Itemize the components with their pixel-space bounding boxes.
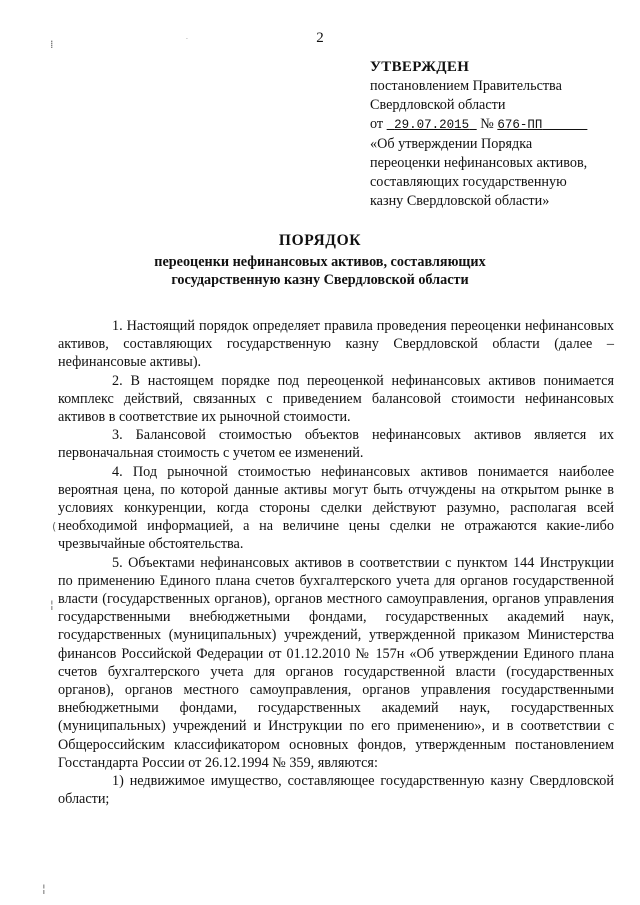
approval-title-line: переоценки нефинансовых активов, — [370, 155, 588, 171]
document-body — [58, 317, 614, 808]
date-prefix: от — [370, 116, 384, 132]
approval-title-line: казну Свердловской области» — [370, 193, 550, 209]
number-prefix: № — [480, 116, 494, 132]
document-title-sub: государственную казну Свердловской области — [171, 272, 469, 288]
approval-heading: УТВЕРЖДЕН — [370, 59, 470, 75]
approval-date: 29.07.2015 — [394, 118, 470, 132]
paragraph-3: 3. Балансовой стоимостью объектов нефинансовых активов является их первоначальная стоимость с учетом ее изменений. — [58, 427, 614, 462]
approval-number: 676-ПП — [497, 118, 543, 132]
paragraph-6: 1) недвижимое имущество, составляющее государственную казну Свердловской области; — [58, 773, 614, 808]
approval-title-line: составляющих государственную — [370, 174, 567, 190]
approval-title-line: «Об утверждении Порядка — [370, 136, 533, 152]
scan-mark: ⁞ — [50, 38, 54, 51]
document-title-main: ПОРЯДОК — [278, 232, 362, 249]
paragraph-1: 1. Настоящий порядок определяет правила проведения переоценки нефинансовых активов, составляющих государственную казну Свердловской области (далее – нефинансовые активы). — [58, 318, 614, 371]
paragraph-4: 4. Под рыночной стоимостью нефинансовых активов понимается наиболее вероятная цена, по которой данные активы могут быть отчуждены на открытом рынке в условиях конкуренции, когда стороны сделки действуют разумно, располагая всей необходимой информацией, а на величине цены сделки не отражаются какие-либо чрезвычайные обстоятельства. — [58, 463, 614, 553]
approval-stamp — [370, 58, 620, 211]
scan-dot: · — [186, 36, 188, 43]
document-title — [0, 232, 640, 289]
approval-line: постановлением Правительства — [370, 78, 562, 94]
approval-date-line — [370, 115, 620, 135]
paragraph-2: 2. В настоящем порядке под переоценкой нефинансовых активов понимается комплекс действий, связанных с приведением балансовой стоимости нефинансовых активов в соответствие их рыночной стоимости. — [58, 372, 614, 426]
approval-line: Свердловской области — [370, 97, 506, 113]
document-title-sub: переоценки нефинансовых активов, составляющих — [154, 254, 486, 270]
page-number: 2 — [316, 30, 324, 46]
scan-mark: ( — [52, 520, 57, 533]
scan-mark: ¦ — [42, 882, 46, 895]
paragraph-5: 5. Объектами нефинансовых активов в соответствии с пунктом 144 Инструкции по применению Единого плана счетов бухгалтерского учета для органов государственной власти (государственных органов), органов местного самоуправления, органов управления государственными внебюджетными фондами, государственных академий наук, государственных (муниципальных) учреждений, утвержденной приказом Министерства финансов Российской Федерации от 01.12.2010 № 157н «Об утверждении Единого плана счетов бухгалтерского учета для органов государственной власти (государственных органов), органов местного самоуправления, органов управления государственными внебюджетными фондами, государственных академий наук, государственных (муниципальных) учреждений и Инструкции по его применению», и в соответствии с Общероссийским классификатором основных фондов, утвержденным постановлением Госстандарта России от 26.12.1994 № 359, являются: — [58, 554, 614, 771]
scan-mark: ¦ — [50, 598, 54, 611]
